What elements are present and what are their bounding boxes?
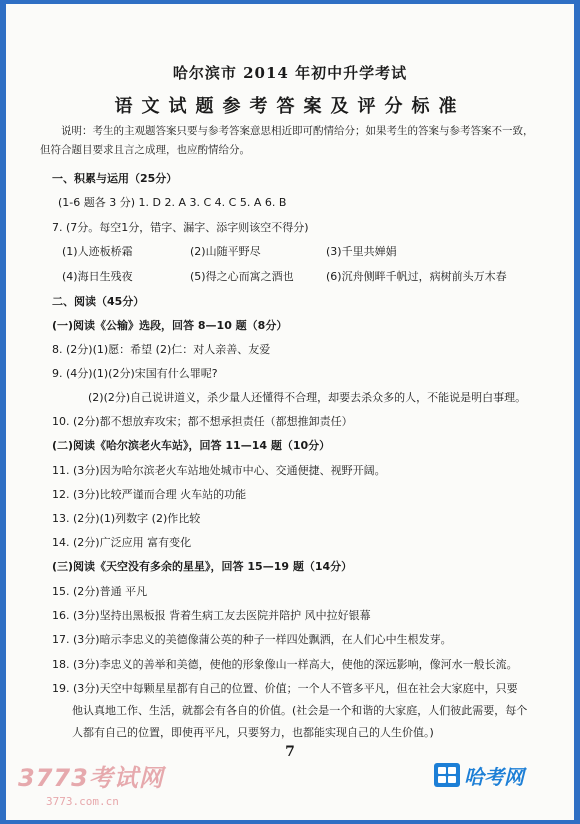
section-heading: 一、积累与运用（25分） [52, 172, 178, 185]
subsection-heading: (三)阅读《天空没有多余的星星》，回答 15—19 题（14分） [52, 560, 353, 573]
watermark-3773-url: 3773.com.cn [46, 795, 119, 808]
answer-line: 他认真地工作、生活，就都会有各自的价值。(社会是一个和谐的大家庭，人们彼此需要，每个 [72, 704, 528, 717]
answer-line: 16. (3分)坚持出黑板报 背着生病工友去医院并陪护 风中拉好银幕 [52, 609, 371, 622]
instructions-note: 说明：考生的主观题答案只要与参考答案意思相近即可酌情给分；如果考生的答案与参考答案不一致，但符合题目要求且言之成理，也应酌情给分。 [40, 125, 534, 156]
watermark-hakao [434, 760, 554, 790]
hakao-logo-icon [434, 763, 460, 787]
subsection-heading: (二)阅读《哈尔滨老火车站》，回答 11—14 题（10分） [52, 439, 331, 452]
answer-line: 15. (2分)普通 平凡 [52, 585, 148, 598]
answer-line: 11. (3分)因为哈尔滨老火车站地处城市中心、交通便捷、视野开阔。 [52, 464, 386, 477]
answer-line: 8. (2分)(1)愿：希望 (2)仁：对人亲善、友爱 [52, 343, 271, 356]
answer-line: 13. (2分)(1)列数字 (2)作比较 [52, 512, 201, 525]
subsection-heading: (一)阅读《公输》选段，回答 8—10 题（8分） [52, 319, 288, 332]
answer-line: 18. (3分)李忠义的善举和美德，使他的形象像山一样高大，使他的深远影响，像河水一般长流。 [52, 658, 518, 671]
answer-line: (4)海日生残夜 [62, 270, 133, 283]
page-title: 哈尔滨市 2014 年初中升学考试 [172, 64, 408, 82]
answer-line: (1-6 题各 3 分) 1. D 2. A 3. C 4. C 5. A 6. B [58, 196, 287, 209]
answer-line: 19. (3分)天空中每颗星星都有自己的位置、价值；一个人不管多平凡，但在社会大家庭中，只要 [52, 682, 518, 695]
answer-line: (1)人迹板桥霜 [62, 245, 133, 258]
answer-line: (2)山随平野尽 [190, 245, 261, 258]
watermark-3773-text: 3773考试网 [18, 764, 164, 792]
answer-line: 12. (3分)比较严谨而合理 火车站的功能 [52, 488, 247, 501]
answer-line: (6)沉舟侧畔千帆过，病树前头万木春 [326, 270, 507, 283]
answer-line: (5)得之心而寓之酒也 [190, 270, 294, 283]
answer-line: 人都有自己的位置，即使再平凡，只要努力，也都能实现自己的人生价值。) [72, 726, 434, 739]
answer-line: (2)(2分)自己说讲道义，杀少量人还懂得不合理，却要去杀众多的人，不能说是明白事理。 [88, 391, 527, 404]
answer-line: 10. (2分)都不想放弃攻宋；都不想承担责任（都想推卸责任） [52, 415, 353, 428]
watermark-hakao-text: 哈考网 [464, 764, 524, 789]
answer-line: 9. (4分)(1)(2分)宋国有什么罪呢? [52, 367, 218, 380]
page-subtitle: 语文试题参考答案及评分标准 [114, 96, 466, 117]
answer-line: 14. (2分)广泛应用 富有变化 [52, 536, 192, 549]
section-heading: 二、阅读（45分） [52, 295, 145, 308]
answer-line: 7. (7分。每空1分，错字、漏字、添字则该空不得分) [52, 221, 309, 234]
answer-line: 17. (3分)暗示李忠义的美德像蒲公英的种子一样四处飘洒，在人们心中生根发芽。 [52, 633, 452, 646]
watermark-3773 [18, 758, 188, 808]
page-number: 7 [285, 744, 295, 760]
answer-line: (3)千里共婵娟 [326, 245, 397, 258]
